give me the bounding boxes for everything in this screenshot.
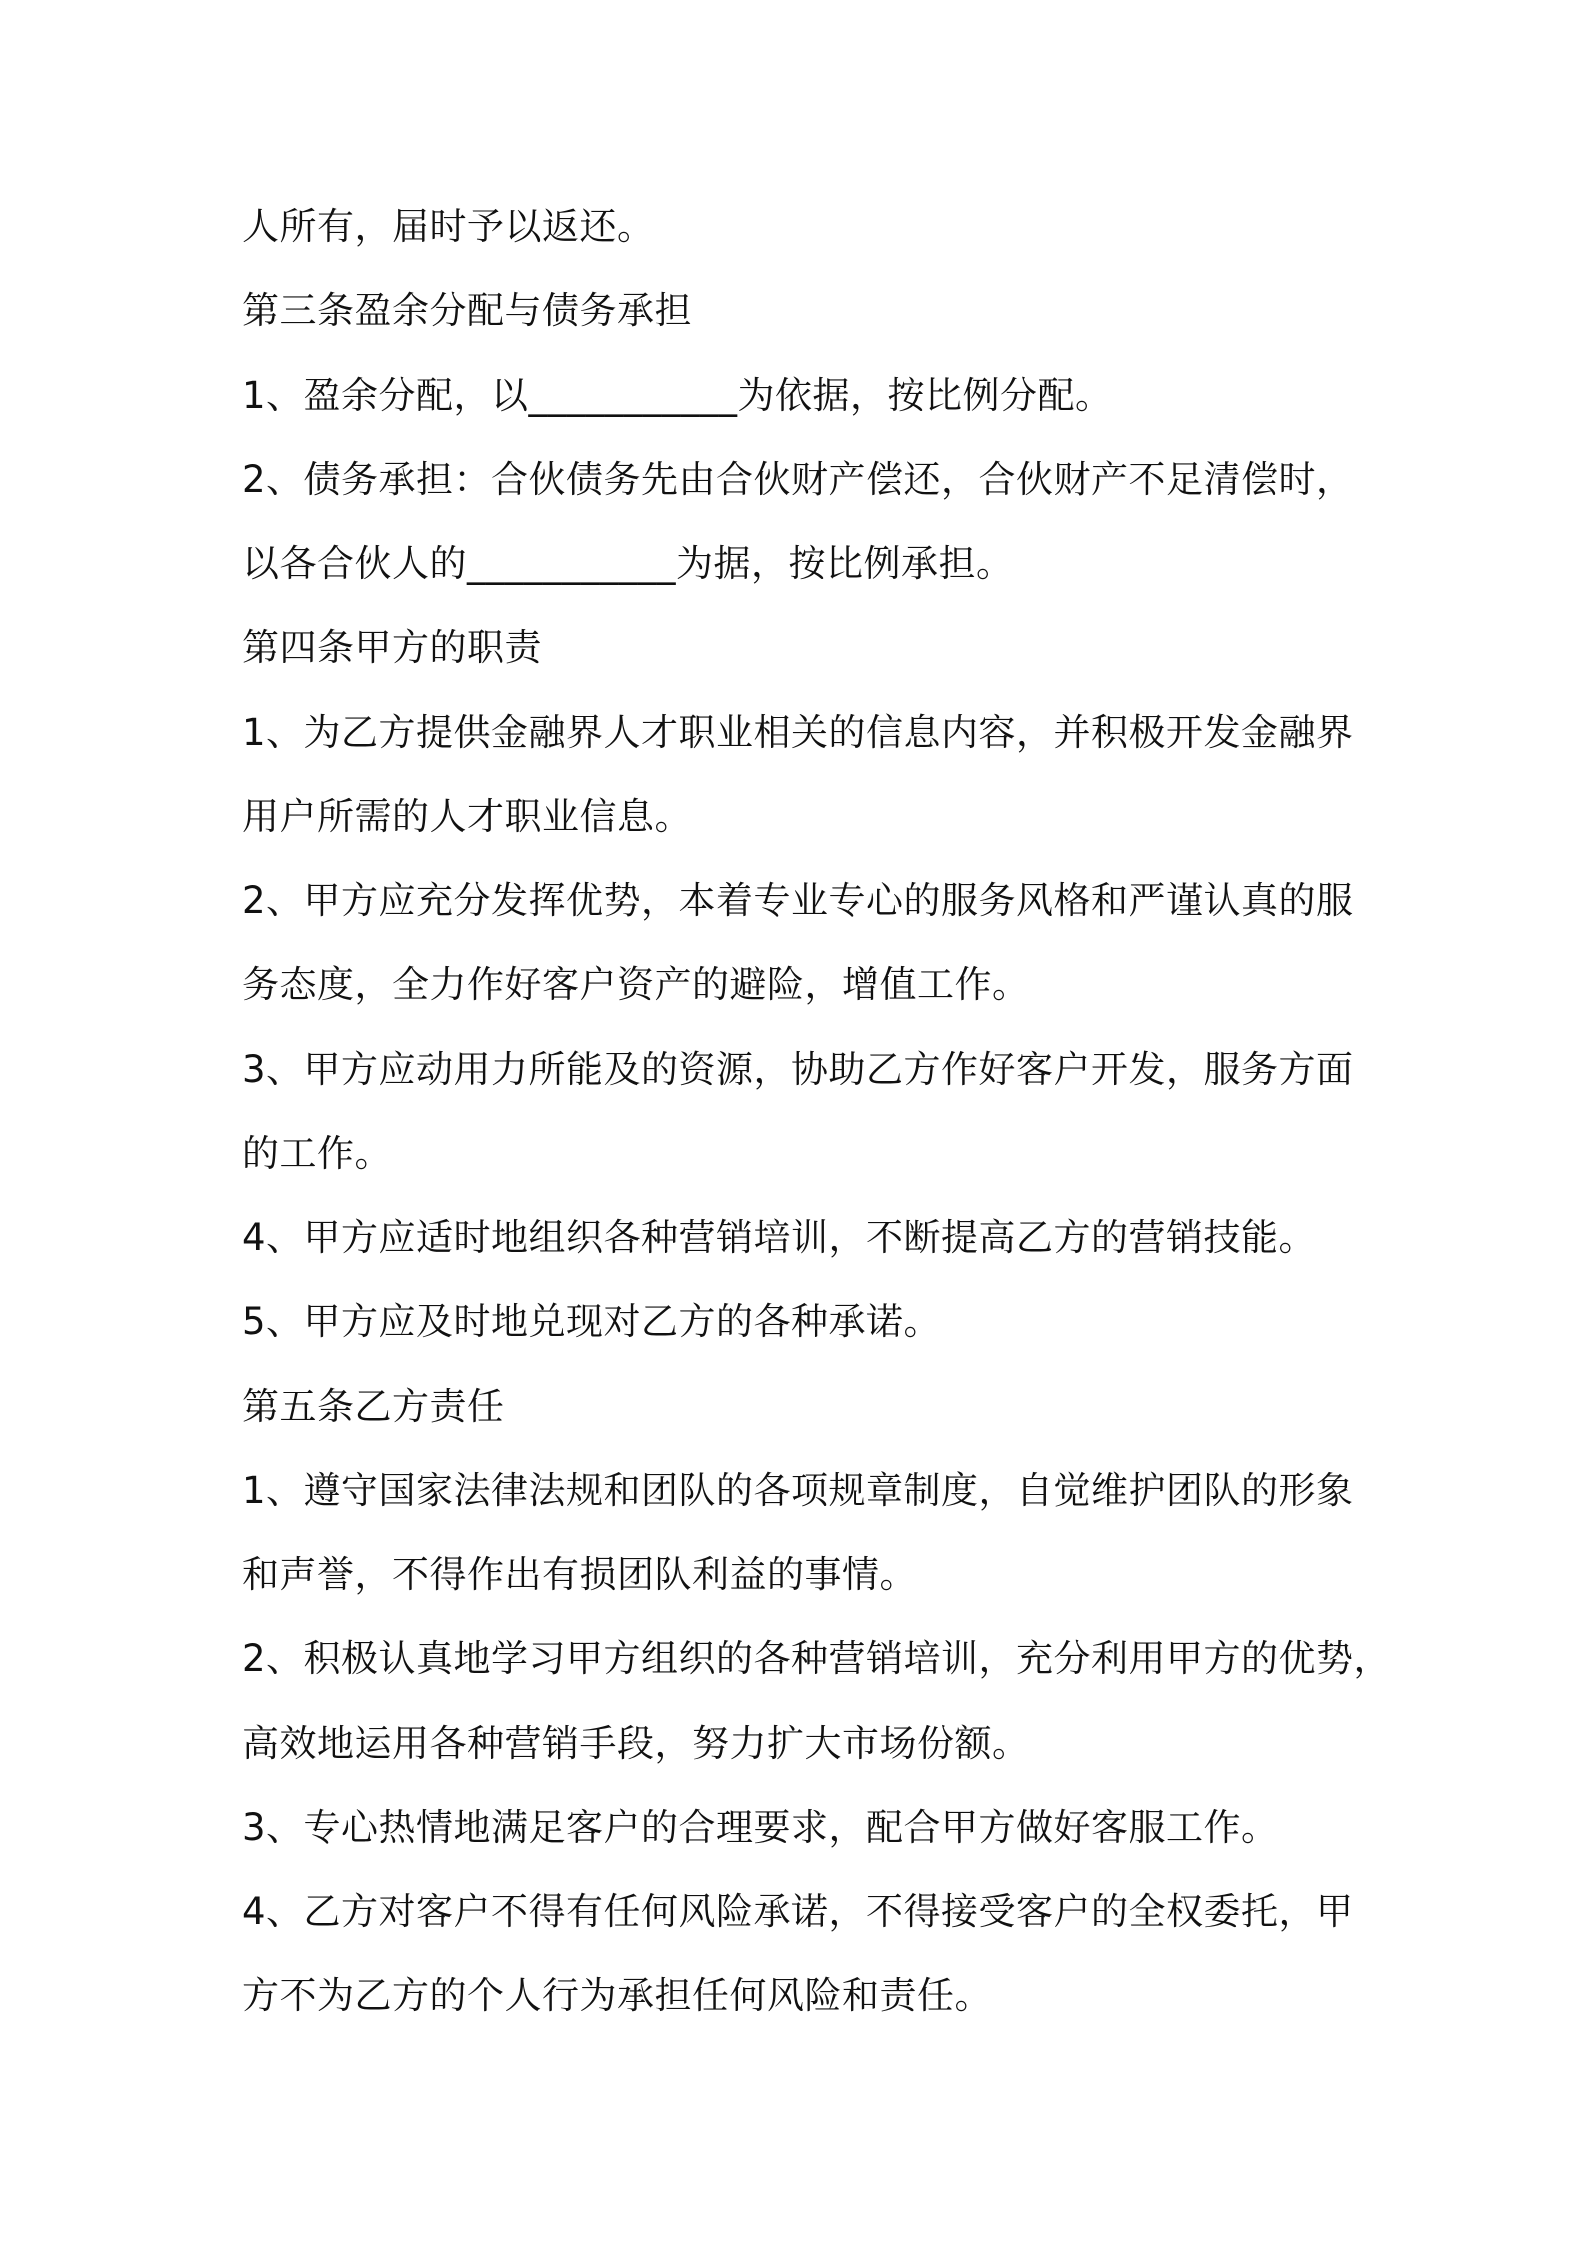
- text-line: 用户所需的人才职业信息。: [242, 795, 692, 838]
- section-heading: 第四条甲方的职责: [242, 626, 542, 669]
- text-line: 的工作。: [242, 1132, 392, 1175]
- text-line: 方不为乙方的个人行为承担任何风险和责任。: [242, 1974, 992, 2017]
- text-line: 4、乙方对客户不得有任何风险承诺，不得接受客户的全权委托，甲: [242, 1890, 1354, 1933]
- text-line: 1、遵守国家法律法规和团队的各项规章制度，自觉维护团队的形象: [242, 1469, 1354, 1512]
- text-line: 和声誉，不得作出有损团队利益的事情。: [242, 1553, 917, 1596]
- text-line: 3、甲方应动用力所能及的资源，协助乙方作好客户开发，服务方面: [242, 1048, 1354, 1091]
- text-line: 高效地运用各种营销手段，努力扩大市场份额。: [242, 1722, 1030, 1765]
- text-line: 1、为乙方提供金融界人才职业相关的信息内容，并积极开发金融界: [242, 711, 1354, 754]
- text-line: 1、盈余分配，以___________为依据，按比例分配。: [242, 374, 1113, 417]
- text-line: 2、债务承担：合伙债务先由合伙财产偿还，合伙财产不足清偿时，: [242, 458, 1354, 501]
- text-line: 3、专心热情地满足客户的合理要求，配合甲方做好客服工作。: [242, 1806, 1279, 1849]
- text-line: 人所有，届时予以返还。: [242, 205, 655, 248]
- text-line: 以各合伙人的___________为据，按比例承担。: [242, 542, 1014, 585]
- text-line: 5、甲方应及时地兑现对乙方的各种承诺。: [242, 1300, 942, 1343]
- text-line: 2、积极认真地学习甲方组织的各种营销培训，充分利用甲方的优势，: [242, 1637, 1392, 1680]
- section-heading: 第五条乙方责任: [242, 1385, 505, 1428]
- text-line: 4、甲方应适时地组织各种营销培训，不断提高乙方的营销技能。: [242, 1216, 1317, 1259]
- text-line: 务态度，全力作好客户资产的避险，增值工作。: [242, 963, 1030, 1006]
- section-heading: 第三条盈余分配与债务承担: [242, 289, 692, 332]
- text-line: 2、甲方应充分发挥优势，本着专业专心的服务风格和严谨认真的服: [242, 879, 1354, 922]
